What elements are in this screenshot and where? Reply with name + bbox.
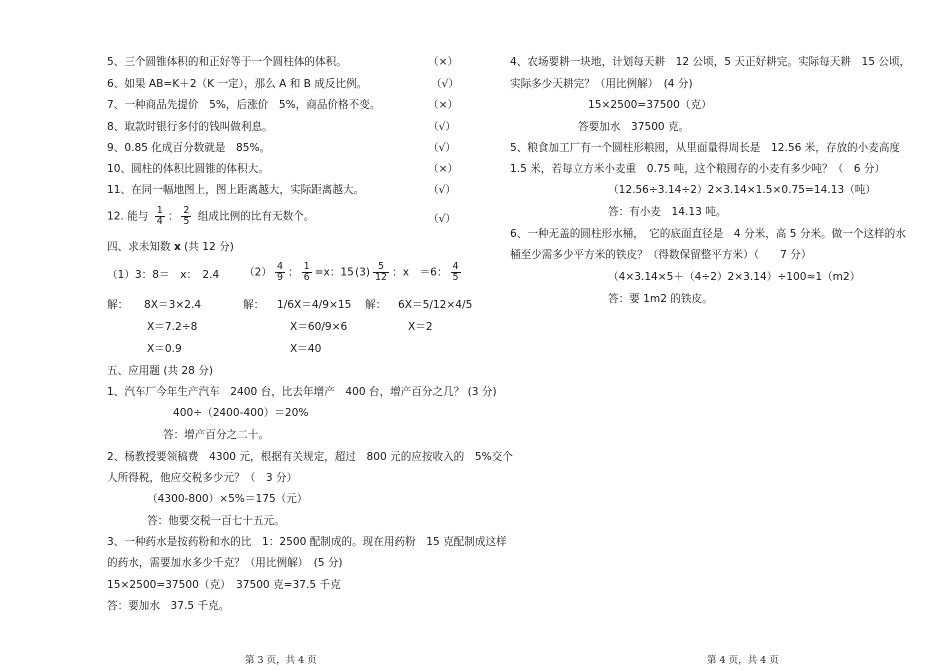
solution-label-2: 解： — [243, 299, 265, 311]
problem-2-question-line-2: 人所得税，他应交税多少元？（ 3 分） — [107, 472, 298, 484]
solution-2-step-2: X＝60/9×6 — [290, 321, 348, 333]
problem-4-question-line-2: 实际多少天耕完？（用比例解） (4 分) — [510, 78, 693, 90]
tf-item-10: 10、圆柱的体积比圆锥的体积大。 — [107, 163, 269, 175]
tf-mark-6: （√） — [431, 78, 459, 90]
problem-1-answer: 答：增产百分之二十。 — [163, 429, 269, 441]
tf-item-12-suffix: 组成比例的比有无数个。 — [197, 210, 315, 223]
page-footer-4: 第 4 页，共 4 页 — [707, 655, 779, 666]
solution-1-step-2: X＝7.2÷8 — [147, 321, 198, 333]
problem-3-question-line-1: 3、一种药水是按药粉和水的比 1：2500 配制成的。现在用药粉 15 克配制成这样 — [107, 536, 507, 548]
tf-item-6: 6、如果 AB=K＋2（K 一定），那么 A 和 B 成反比例。 — [107, 78, 368, 90]
problem-6-question-line-1: 6、一种无盖的圆柱形水桶， 它的底面直径是 4 分米，高 5 分米。做一个这样的水 — [510, 228, 906, 240]
tf-item-9: 9、0.85 化成百分数就是 85%。 — [107, 142, 271, 154]
fraction-2-5: $\frac{2}{5}$ — [183, 205, 190, 227]
equation-3: (3) $\frac{5}{12}$ ：x ＝6： $\frac{4}{5}$ — [355, 261, 459, 283]
tf-mark-9: （√） — [428, 142, 456, 154]
solution-2-step-3: X＝40 — [290, 343, 322, 355]
problem-5-calc: （12.56÷3.14÷2）2×3.14×1.5×0.75=14.13（吨） — [608, 184, 876, 196]
problem-2-calc: （4300-800）×5%＝175（元） — [147, 493, 308, 505]
page-footer-3: 第 3 页，共 4 页 — [245, 655, 317, 666]
tf-mark-12: （√） — [428, 213, 456, 225]
fraction-1-4: $\frac{1}{4}$ — [156, 205, 163, 227]
equation-2: （2） $\frac{4}{9}$ ： $\frac{1}{6}$ =x：15 — [244, 261, 354, 283]
tf-mark-8: （√） — [428, 121, 456, 133]
problem-3-calc: 15×2500=37500（克） 37500 克=37.5 千克 — [107, 579, 341, 591]
solution-1-step-1: 8X＝3×2.4 — [144, 299, 202, 311]
problem-3-question-line-2: 的药水，需要加水多少千克？（用比例解） (5 分) — [107, 557, 343, 569]
problem-6-question-line-2: 桶至少需多少平方米的铁皮？（得数保留整平方米）（ 7 分） — [510, 249, 812, 261]
problem-4-calc: 15×2500=37500（克） — [588, 99, 712, 111]
problem-6-answer: 答：要 1m2 的铁皮。 — [608, 293, 713, 305]
problem-5-question-line-2: 1.5 米，若每立方米小麦重 0.75 吨，这个粮囤存的小麦有多少吨？（ 6 分） — [510, 163, 886, 175]
tf-mark-5: （×） — [428, 56, 459, 68]
tf-item-12: 12. 能与 $\frac{1}{4}$ ： $\frac{2}{5}$ 组成比例的比有无数个。 — [107, 205, 315, 227]
tf-mark-10: （×） — [428, 163, 459, 175]
equation-1: （1）3：8＝ x： 2.4 — [107, 269, 220, 281]
tf-item-7: 7、一种商品先提价 5%，后涨价 5%，商品价格不变。 — [107, 99, 381, 111]
problem-5-answer: 答：有小麦 14.13 吨。 — [608, 206, 727, 218]
problem-1-calc: 400÷（2400-400）＝20% — [173, 407, 309, 419]
problem-5-question-line-1: 5、粮食加工厂有一个圆柱形粮囤，从里面量得周长是 12.56 米，存放的小麦高度 — [510, 142, 901, 154]
tf-item-5: 5、三个圆锥体积的和正好等于一个圆柱体的体积。 — [107, 56, 347, 68]
problem-4-question-line-1: 4、农场要耕一块地，计划每天耕 12 公顷，5 天正好耕完。实际每天耕 15 公顷， — [510, 56, 911, 68]
tf-item-8: 8、取款时银行多付的钱叫做利息。 — [107, 121, 273, 133]
section-4-title: 四、求未知数 x (共 12 分) — [107, 241, 234, 253]
problem-2-answer: 答：他要交税一百七十五元。 — [147, 515, 285, 527]
solution-1-step-3: X＝0.9 — [147, 343, 182, 355]
tf-mark-7: （×） — [428, 99, 459, 111]
solution-2-step-1: 1/6X＝4/9×15 — [277, 299, 352, 311]
page-4 — [475, 0, 950, 671]
tf-item-11: 11、在同一幅地图上，图上距离越大，实际距离越大。 — [107, 184, 365, 196]
tf-mark-11: （√） — [428, 184, 456, 196]
solution-label-3: 解： — [365, 299, 387, 311]
section-5-title: 五、应用题 (共 28 分) — [107, 365, 214, 377]
problem-1-question: 1、汽车厂今年生产汽车 2400 台，比去年增产 400 台，增产百分之几？ (3 分) — [107, 386, 497, 398]
solution-label-1: 解： — [107, 299, 129, 311]
problem-4-answer: 答要加水 37500 克。 — [578, 121, 690, 133]
problem-2-question-line-1: 2、杨教授要领稿费 4300 元，根据有关规定，超过 800 元的应按收入的 5%交个 — [107, 451, 513, 463]
solution-3-step-1: 6X＝5/12×4/5 — [398, 299, 473, 311]
problem-3-answer: 答：要加水 37.5 千克。 — [107, 600, 230, 612]
solution-3-step-2: X＝2 — [408, 321, 433, 333]
tf-item-12-prefix: 12. 能与 — [107, 210, 149, 223]
problem-6-calc: （4×3.14×5＋（4÷2）2×3.14）÷100≈1（m2） — [608, 271, 861, 283]
